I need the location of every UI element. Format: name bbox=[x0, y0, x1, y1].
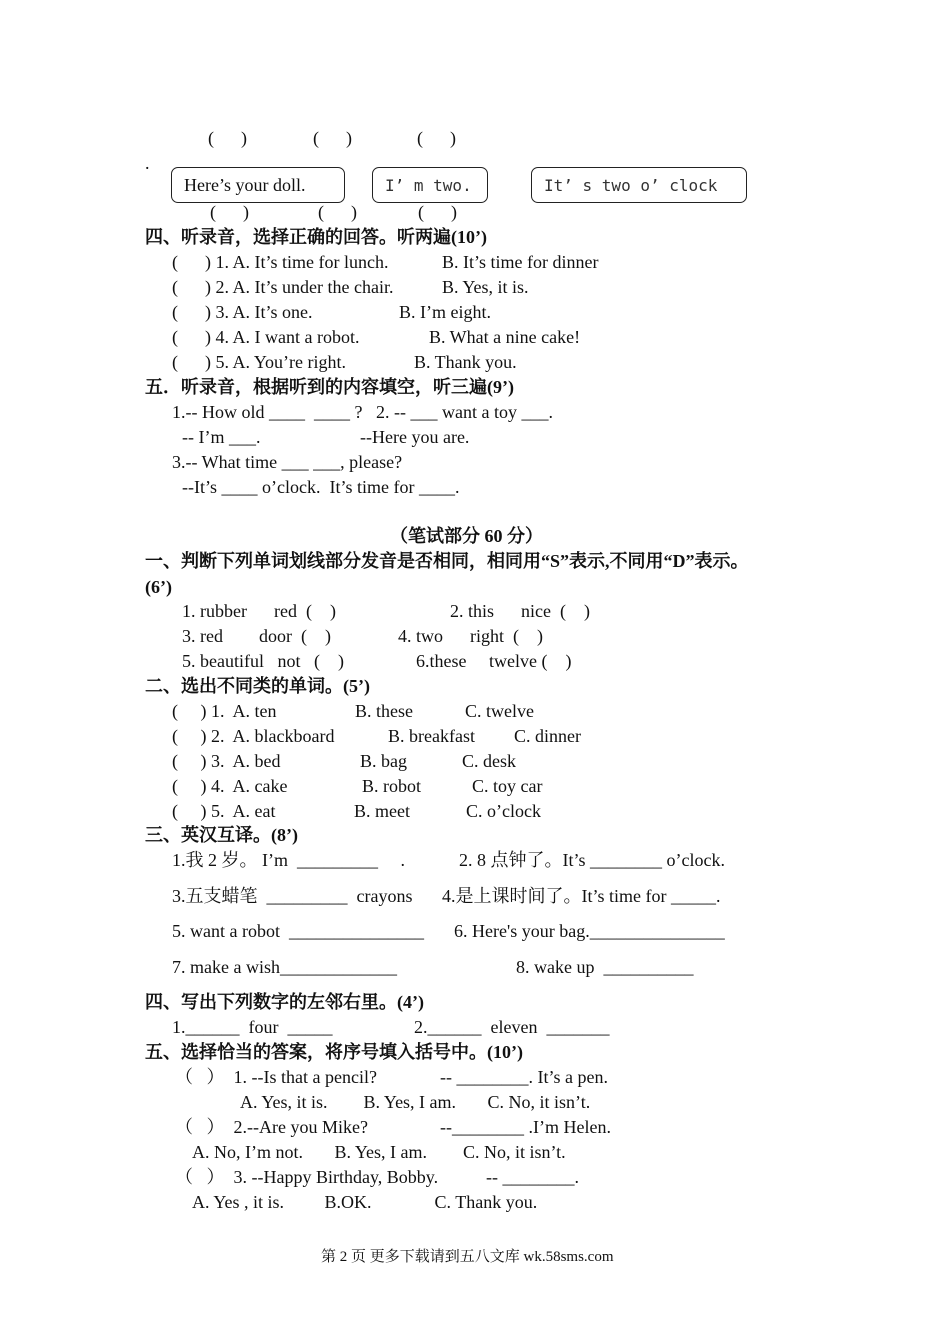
section-heading: 一、判断下列单词划线部分发音是否相同，相同用“S”表示,不同用“D”表示。 bbox=[145, 551, 749, 571]
choice-options: A. Yes, it is. B. Yes, I am. C. No, it isn’t. bbox=[240, 1092, 591, 1112]
phonics-item: 5. beautiful not ( ) bbox=[182, 651, 344, 671]
phrase-box bbox=[171, 167, 345, 203]
phrase-box bbox=[531, 167, 747, 203]
answer-paren: ( ) bbox=[208, 128, 247, 148]
odd-one-option-b: B. meet bbox=[354, 801, 410, 821]
question-option-b: B. What a nine cake! bbox=[429, 327, 581, 347]
odd-one-option-a: ( ) 2. A. blackboard bbox=[172, 726, 335, 746]
phrase-box-text: Here’s your doll. bbox=[184, 174, 306, 195]
odd-one-option-c: C. desk bbox=[462, 751, 516, 771]
section-heading: 二、选出不同类的单词。(5’) bbox=[145, 676, 370, 696]
phonics-item: 1. rubber red ( ) bbox=[182, 601, 336, 621]
choice-options: A. Yes , it is. B.OK. C. Thank you. bbox=[192, 1192, 538, 1212]
section-score: (6’) bbox=[145, 577, 172, 597]
translation-item: 6. Here's your bag._______________ bbox=[454, 921, 725, 941]
fill-line: --Here you are. bbox=[360, 427, 470, 447]
odd-one-option-b: B. robot bbox=[362, 776, 422, 796]
question-option-a: ( ) 3. A. It’s one. bbox=[172, 302, 313, 322]
choice-question: （ ） 3. --Happy Birthday, Bobby. bbox=[175, 1167, 439, 1187]
choice-answer: --________ .I’m Helen. bbox=[440, 1117, 611, 1137]
section-heading: 三、英汉互译。(8’) bbox=[145, 825, 298, 845]
choice-options: A. No, I’m not. B. Yes, I am. C. No, it isn’t. bbox=[192, 1142, 566, 1162]
section-heading: 四、写出下列数字的左邻右里。(4’) bbox=[145, 992, 424, 1012]
phonics-item: 6.these twelve ( ) bbox=[416, 651, 572, 671]
choice-answer: -- ________. bbox=[486, 1167, 579, 1187]
question-option-a: ( ) 2. A. It’s under the chair. bbox=[172, 277, 394, 297]
fill-line: -- I’m ___. bbox=[182, 427, 261, 447]
question-option-b: B. Yes, it is. bbox=[442, 277, 529, 297]
odd-one-option-a: ( ) 4. A. cake bbox=[172, 776, 288, 796]
stray-dot: . bbox=[145, 153, 150, 173]
translation-item: 3.五支蜡笔 _________ crayons bbox=[172, 886, 413, 906]
phonics-item: 4. two right ( ) bbox=[398, 626, 543, 646]
odd-one-option-c: C. o’clock bbox=[466, 801, 541, 821]
odd-one-option-b: B. breakfast bbox=[388, 726, 475, 746]
question-option-b: B. I’m eight. bbox=[399, 302, 491, 322]
odd-one-option-c: C. twelve bbox=[465, 701, 534, 721]
odd-one-option-b: B. bag bbox=[360, 751, 407, 771]
translation-item: 5. want a robot _______________ bbox=[172, 921, 424, 941]
question-option-b: B. Thank you. bbox=[414, 352, 517, 372]
question-option-a: ( ) 5. A. You’re right. bbox=[172, 352, 346, 372]
odd-one-option-a: ( ) 5. A. eat bbox=[172, 801, 276, 821]
choice-question: （ ） 1. --Is that a pencil? bbox=[175, 1067, 377, 1087]
phonics-item: 3. red door ( ) bbox=[182, 626, 331, 646]
choice-answer: -- ________. It’s a pen. bbox=[440, 1067, 608, 1087]
fill-line: 1.-- How old ____ ____ ? 2. -- ___ want a toy ___. bbox=[172, 402, 553, 422]
odd-one-option-b: B. these bbox=[355, 701, 413, 721]
odd-one-option-a: ( ) 1. A. ten bbox=[172, 701, 277, 721]
fill-line: 3.-- What time ___ ___, please? bbox=[172, 452, 403, 472]
section-heading: 五、选择恰当的答案，将序号填入括号中。(10’) bbox=[145, 1042, 523, 1062]
question-option-a: ( ) 1. A. It’s time for lunch. bbox=[172, 252, 389, 272]
translation-item: 4.是上课时间了。It’s time for _____. bbox=[442, 886, 721, 906]
number-neighbor-item: 1.______ four _____ bbox=[172, 1017, 333, 1037]
section-heading: 四、听录音，选择正确的回答。听两遍(10’) bbox=[145, 227, 487, 247]
answer-paren: ( ) bbox=[418, 202, 457, 222]
answer-paren: ( ) bbox=[417, 128, 456, 148]
answer-paren: ( ) bbox=[210, 202, 249, 222]
number-neighbor-item: 2.______ eleven _______ bbox=[414, 1017, 610, 1037]
choice-question: （ ） 2.--Are you Mike? bbox=[175, 1117, 368, 1137]
odd-one-option-a: ( ) 3. A. bed bbox=[172, 751, 281, 771]
phonics-item: 2. this nice ( ) bbox=[450, 601, 590, 621]
phrase-box bbox=[372, 167, 488, 203]
phrase-box-text: It’ s two o’ clock bbox=[544, 175, 718, 195]
question-option-a: ( ) 4. A. I want a robot. bbox=[172, 327, 360, 347]
written-part-title: （笔试部分 60 分） bbox=[390, 526, 543, 546]
odd-one-option-c: C. toy car bbox=[472, 776, 543, 796]
page-footer: 第 2 页 更多下载请到五八文库 wk.58sms.com bbox=[321, 1249, 614, 1265]
answer-paren: ( ) bbox=[313, 128, 352, 148]
translation-item: 7. make a wish_____________ bbox=[172, 957, 397, 977]
section-heading: 五．听录音，根据听到的内容填空，听三遍(9’) bbox=[145, 377, 514, 397]
question-option-b: B. It’s time for dinner bbox=[442, 252, 599, 272]
translation-item: 2. 8 点钟了。It’s ________ o’clock. bbox=[459, 850, 725, 870]
translation-item: 1.我 2 岁。 I’m _________ . bbox=[172, 850, 405, 870]
phrase-box-text: I’ m two. bbox=[385, 175, 472, 195]
translation-item: 8. wake up __________ bbox=[516, 957, 694, 977]
odd-one-option-c: C. dinner bbox=[514, 726, 581, 746]
fill-line: --It’s ____ o’clock. It’s time for ____. bbox=[182, 477, 460, 497]
answer-paren: ( ) bbox=[318, 202, 357, 222]
